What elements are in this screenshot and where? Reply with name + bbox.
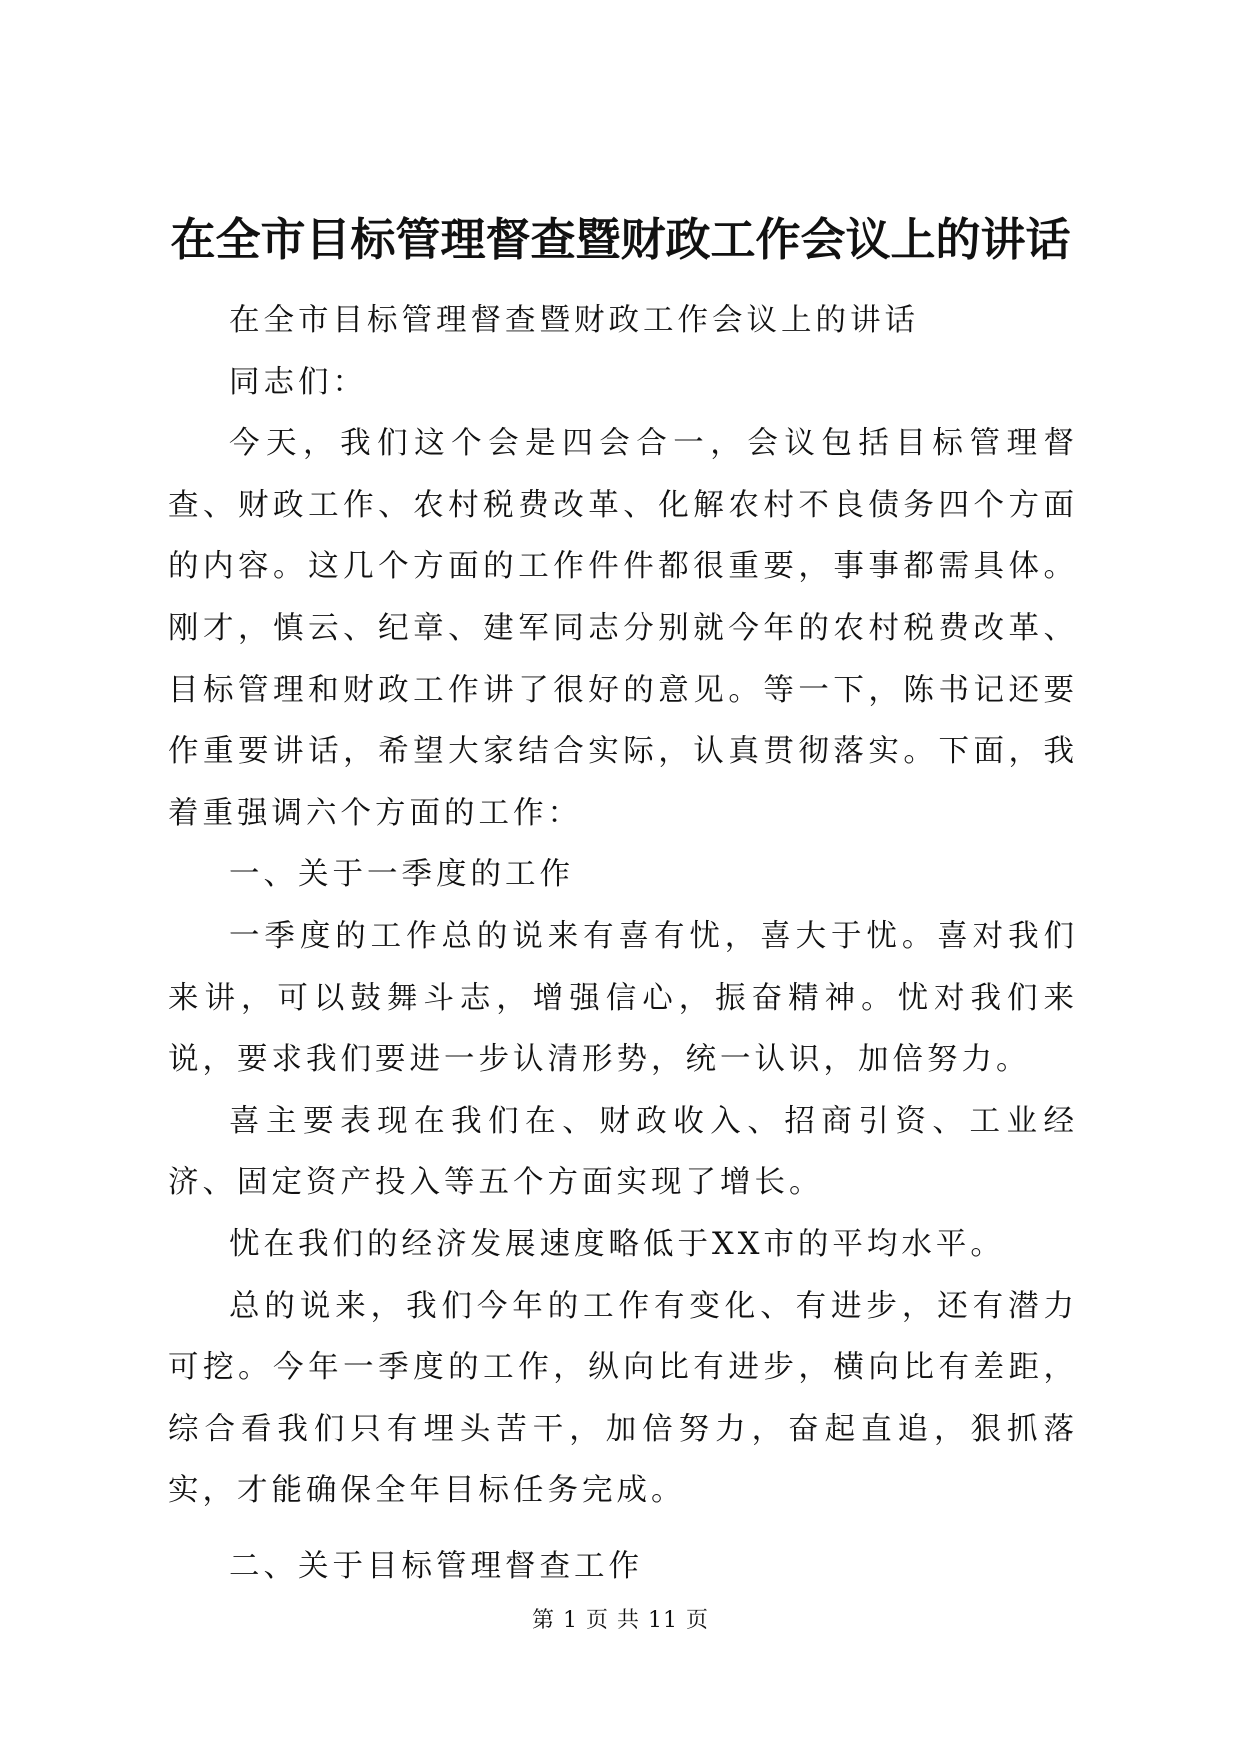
paragraph-q1-concern: 忧在我们的经济发展速度略低于XX市的平均水平。 — [229, 1226, 1005, 1262]
paragraph-q1-summary: 一季度的工作总的说来有喜有忧，喜大于忧。喜对我们来讲，可以鼓舞斗志，增强信心，振奋精神。忧对我们来说，要求我们要进一步认清形势，统一认识，加倍努力。 — [168, 918, 1078, 1078]
section-heading-1: 一、关于一季度的工作 — [229, 857, 574, 893]
page-number-footer: 第 1 页 共 11 页 — [532, 1608, 709, 1633]
paragraph-q1-conclusion: 总的说来，我们今年的工作有变化、有进步，还有潜力可挖。今年一季度的工作，纵向比有进步，横向比有差距，综合看我们只有埋头苦干，加倍努力，奋起直追，狠抓落实，才能确保全年目标任务完成。 — [168, 1288, 1078, 1509]
paragraph-salutation: 同志们： — [229, 364, 367, 400]
document-title: 在全市目标管理督查暨财政工作会议上的讲话 — [170, 213, 1071, 266]
paragraph-q1-positive: 喜主要表现在我们在、财政收入、招商引资、工业经济、固定资产投入等五个方面实现了增长。 — [168, 1103, 1078, 1201]
paragraph-subtitle: 在全市目标管理督查暨财政工作会议上的讲话 — [229, 303, 919, 338]
paragraph-intro: 今天，我们这个会是四会合一，会议包括目标管理督查、财政工作、农村税费改革、化解农村不良债务四个方面的内容。这几个方面的工作件件都很重要，事事都需具体。刚才，慎云、纪章、建军同志分别就今年的农村税费改革、目标管理和财政工作讲了很好的意见。等一下，陈书记还要作重要讲话，希望大家结合实际，认真贯彻落实。下面，我着重强调六个方面的工作： — [168, 426, 1078, 831]
section-heading-2: 二、关于目标管理督查工作 — [229, 1548, 643, 1584]
document-body — [168, 290, 1078, 1597]
